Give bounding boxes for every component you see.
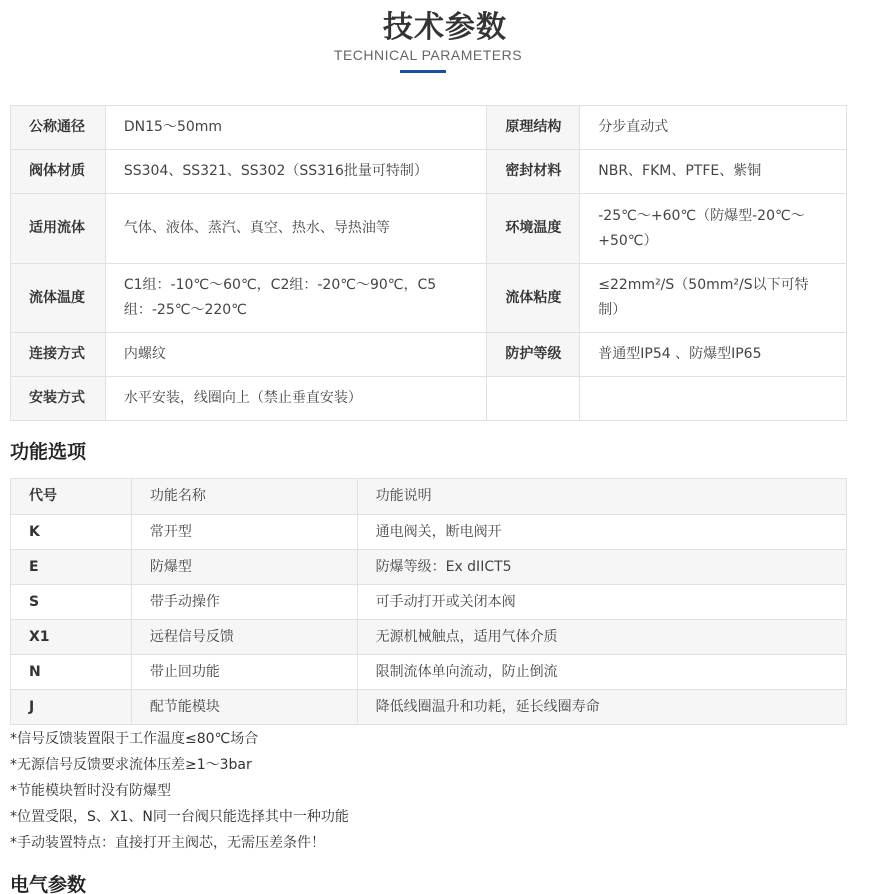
function-code: S [11,585,132,620]
function-options-table [10,478,847,725]
electrical-heading: 电气参数 [10,874,87,894]
param-value: -25℃～+60℃（防爆型-20℃～+50℃） [580,194,847,264]
param-label: 环境温度 [487,194,580,264]
param-label: 密封材料 [487,150,580,194]
note-item: *无源信号反馈要求流体压差≥1～3bar [10,757,252,773]
param-value: NBR、FKM、PTFE、紫铜 [580,150,847,194]
table-row [11,620,847,655]
notes-list [10,726,349,856]
note-item: *位置受限，S、X1、N同一台阀只能选择其中一种功能 [10,809,349,825]
function-code: J [11,690,132,725]
table-row [11,585,847,620]
column-header: 功能名称 [131,479,357,515]
page-title: 技术参数 [383,10,507,45]
note-item: *信号反馈装置限于工作温度≤80℃场合 [10,731,259,747]
param-value: 内螺纹 [105,333,486,377]
param-label: 连接方式 [11,333,106,377]
param-value: SS304、SS321、SS302（SS316批量可特制） [105,150,486,194]
table-row [11,655,847,690]
param-label: 安装方式 [11,377,106,421]
param-empty-cell [580,377,847,421]
param-label: 防护等级 [487,333,580,377]
table-row [11,106,847,150]
param-label: 适用流体 [11,194,106,264]
column-header: 功能说明 [357,479,846,515]
table-row [11,150,847,194]
technical-params-table [10,105,847,421]
function-name: 远程信号反馈 [131,620,357,655]
function-code: N [11,655,132,690]
param-label: 原理结构 [487,106,580,150]
function-code: X1 [11,620,132,655]
param-label: 公称通径 [11,106,106,150]
function-desc: 通电阀关，断电阀开 [357,515,846,550]
function-name: 配节能模块 [131,690,357,725]
function-name: 常开型 [131,515,357,550]
function-desc: 可手动打开或关闭本阀 [357,585,846,620]
column-header: 代号 [11,479,132,515]
param-label: 流体粘度 [487,264,580,333]
table-row [11,194,847,264]
function-name: 防爆型 [131,550,357,585]
param-value: C1组：-10℃～60℃，C2组：-20℃～90℃，C5组：-25℃～220℃ [105,264,486,333]
table-header-row [11,479,847,515]
function-code: E [11,550,132,585]
function-desc: 无源机械触点，适用气体介质 [357,620,846,655]
note-item: *节能模块暂时没有防爆型 [10,783,171,799]
functions-heading: 功能选项 [10,441,87,463]
function-desc: 降低线圈温升和功耗，延长线圈寿命 [357,690,846,725]
param-label: 阀体材质 [11,150,106,194]
title-underline [400,70,446,73]
function-name: 带手动操作 [131,585,357,620]
function-code: K [11,515,132,550]
param-value: 气体、液体、蒸汽、真空、热水、导热油等 [105,194,486,264]
table-row [11,264,847,333]
function-desc: 限制流体单向流动，防止倒流 [357,655,846,690]
param-value: 水平安装，线圈向上（禁止垂直安装） [105,377,486,421]
table-row [11,377,847,421]
table-row [11,515,847,550]
function-name: 带止回功能 [131,655,357,690]
param-value: ≤22mm²/S（50mm²/S以下可特制） [580,264,847,333]
table-row [11,333,847,377]
param-value: 普通型IP54 、防爆型IP65 [580,333,847,377]
param-value: 分步直动式 [580,106,847,150]
page-subtitle: TECHNICAL PARAMETERS [333,47,523,63]
param-value: DN15～50mm [105,106,486,150]
param-empty-cell [487,377,580,421]
note-item: *手动装置特点：直接打开主阀芯，无需压差条件！ [10,835,325,851]
table-row [11,550,847,585]
param-label: 流体温度 [11,264,106,333]
table-row [11,690,847,725]
function-desc: 防爆等级：Ex dIICT5 [357,550,846,585]
